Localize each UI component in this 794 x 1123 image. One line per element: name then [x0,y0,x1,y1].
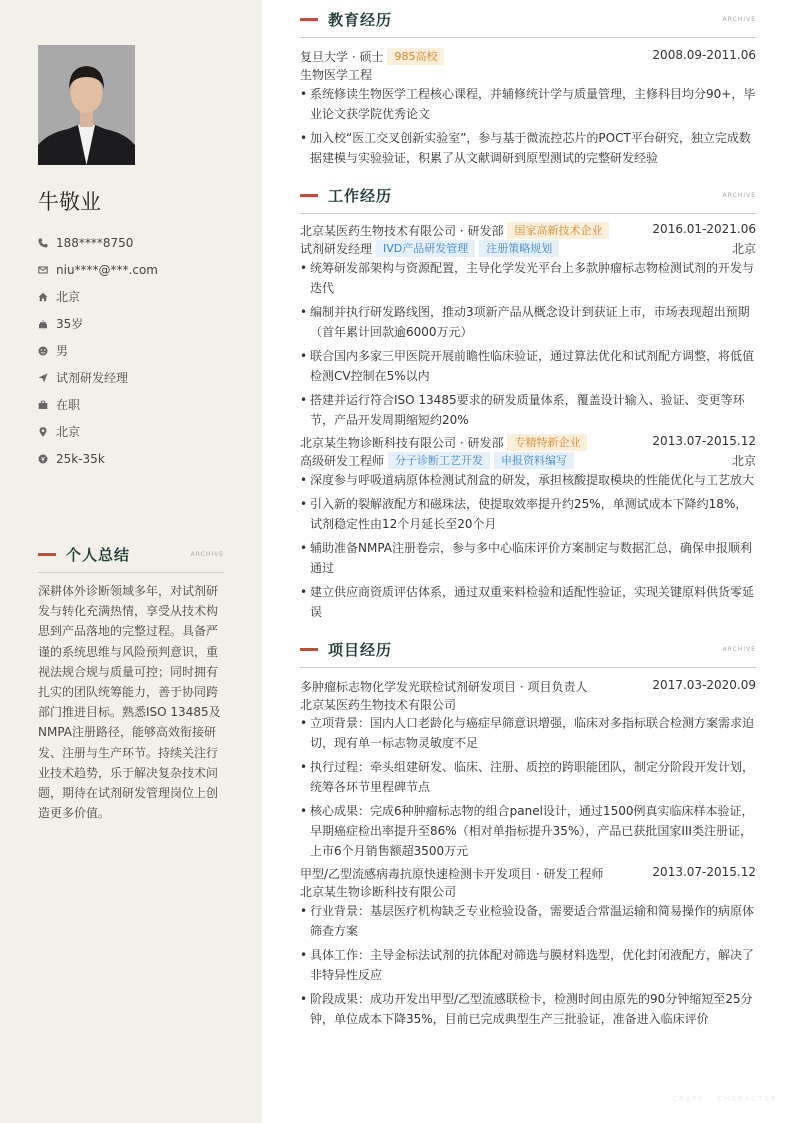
summary-text: 深耕体外诊断领域多年，对试剂研发与转化充满热情，享受从技术构思到产品落地的完整过程。具备严谨的系统思维与风险预判意识，重视法规合规与质量可控；同时拥有扎实的团队统筹能力，善于协同跨部门推进目标。熟悉ISO 13485及NMPA注册路径，能够高效衔接研发、注册与生产环节。持续关注行业技术趋势，乐于解决复杂技术问题，期待在试剂研发管理岗位上创造更多价值。 [38,584,221,821]
project-name: 甲型/乙型流感病毒抗原快速检测卡开发项目 · 研发工程师 [300,867,604,881]
summary-title: 个人总结 [66,546,131,564]
education-tag: 985高校 [387,48,444,65]
education-header-row [300,48,756,65]
job-bullet: • 统筹研发部架构与资源配置，主导化学发光平台上多款肿瘤标志物检测试剂的开发与迭代 [300,258,756,298]
job-bullet: • 编制并执行研发路线图，推动3项新产品从概念设计到获证上市，市场表现超出预期（首年累计回款逾6000万元） [300,302,756,342]
phone-icon [38,238,48,248]
contact-location [38,418,238,445]
work-title: 工作经历 [328,187,393,205]
contact-age-value: 35岁 [56,317,84,331]
project-bullet: • 执行过程：牵头组建研发、临床、注册、质控的跨职能团队，制定分阶段开发计划，统筹各环节里程碑节点 [300,757,756,797]
education-school: 复旦大学 · 硕士 [300,50,384,64]
education-bullet: • 加入校“医工交叉创新实验室”，参与基于微流控芯片的POCT平台研究，独立完成数据建模与实验验证，积累了从文献调研到原型测试的完整研发经验 [300,128,756,168]
job-role-row [300,452,756,469]
project-dates: 2017.03-2020.09 [652,678,756,692]
job-company-tag: 国家高新技术企业 [507,222,609,239]
job-bullet: • 引入新的裂解液配方和磁珠法，使提取效率提升约25%，单测试成本下降约18%，试剂稳定性由12个月延长至20个月 [300,494,756,534]
job-dates: 2013.07-2015.12 [652,434,756,448]
education-title: 教育经历 [328,11,393,29]
section-accent-bar [300,648,318,651]
project-org: 北京某生物诊断科技有限公司 [300,885,457,899]
project-header-row [300,678,756,695]
location-pin-icon [38,427,48,437]
job-location: 北京 [731,242,756,256]
job-company: 北京某医药生物技术有限公司 · 研发部 [300,224,504,238]
home-icon [38,292,48,302]
job-bullet: • 建立供应商资质评估体系，通过双重来料检验和适配性验证，实现关键原料供货零延误 [300,582,756,622]
project-bullet: • 具体工作：主导金标法试剂的抗体配对筛选与膜材料选型，优化封闭液配方，解决了非特异性反应 [300,945,756,985]
contact-home [38,283,238,310]
job-bullet: • 联合国内多家三甲医院开展前瞻性临床验证，通过算法优化和试剂配方调整，将低值检测CV控制在5%以内 [300,346,756,386]
work-section-header [300,184,756,214]
archive-label: ARCHIVE [190,551,224,558]
contact-gender-value: 男 [56,344,69,358]
education-section-header [300,8,756,38]
candidate-name: 牛敬业 [38,190,101,214]
contact-location-value: 北京 [56,425,81,439]
section-accent-bar [300,194,318,197]
watermark-text: CRAFT · CHARACTER [672,1095,778,1103]
job-skill-tag: IVD产品研发管理 [376,240,475,257]
education-bullet: • 系统修读生物医学工程核心课程，并辅修统计学与质量管理，主修科目均分90+，毕业论文获学院优秀论文 [300,84,756,124]
job-role-row [300,240,756,257]
section-accent-bar [300,18,318,21]
archive-label: ARCHIVE [722,646,756,653]
projects-title: 项目经历 [328,641,393,659]
project-dates: 2013.07-2015.12 [652,865,756,879]
job-dates: 2016.01-2021.06 [652,222,756,236]
briefcase-icon [38,400,48,410]
contact-gender [38,337,238,364]
sidebar [0,0,262,1123]
education-dates: 2008.09-2011.06 [652,48,756,62]
project-org: 北京某医药生物技术有限公司 [300,698,457,712]
face-icon [38,346,48,356]
mail-icon [38,265,48,275]
person-portrait-icon [38,45,135,165]
contact-list [38,229,238,472]
job-skill-tag: 分子诊断工艺开发 [388,452,490,469]
job-bullet: • 辅助准备NMPA注册卷宗，参与多中心临床评价方案制定与数据汇总，确保申报顺利通过 [300,538,756,578]
contact-phone [38,229,238,256]
project-bullet: • 核心成果：完成6种肿瘤标志物的组合panel设计，通过1500例真实临床样本验证，早期癌症检出率提升至86%（相对单指标提升35%），产品已获批国家III类注册证，上市6个月销售额超3500万元 [300,801,756,862]
contact-position [38,364,238,391]
salary-icon [38,454,48,464]
contact-home-value: 北京 [56,290,81,304]
project-bullet: • 阶段成果：成功开发出甲型/乙型流感联检卡，检测时间由原先的90分钟缩短至25分钟，单位成本下降35%，目前已完成典型生产三批验证，准备进入临床评价 [300,989,756,1029]
contact-salary [38,445,238,472]
job-company: 北京某生物诊断科技有限公司 · 研发部 [300,436,504,450]
archive-label: ARCHIVE [722,192,756,199]
job-company-tag: 专精特新企业 [507,434,587,451]
job-bullet: • 搭建并运行符合ISO 13485要求的研发质量体系，覆盖设计输入、验证、变更等环节，产品开发周期缩短约20% [300,390,756,430]
send-icon [38,373,48,383]
job-header-row [300,222,756,239]
contact-phone-value: 188****8750 [56,235,134,250]
archive-label: ARCHIVE [722,16,756,23]
job-role: 高级研发工程师 [300,454,385,468]
summary-section-header [38,543,224,573]
education-major: 生物医学工程 [300,68,373,82]
job-bullet: • 深度参与呼吸道病原体检测试剂盒的研发，承担核酸提取模块的性能优化与工艺放大 [300,470,756,490]
contact-age [38,310,238,337]
contact-position-value: 试剂研发经理 [56,371,129,385]
job-header-row [300,434,756,451]
job-role: 试剂研发经理 [300,242,373,256]
profile-photo [38,45,135,165]
contact-status-value: 在职 [56,398,81,412]
job-skill-tag: 申报资料编写 [494,452,574,469]
project-bullet: • 立项背景：国内人口老龄化与癌症早筛意识增强，临床对多指标联合检测方案需求迫切，现有单一标志物灵敏度不足 [300,713,756,753]
project-name: 多肿瘤标志物化学发光联检试剂研发项目 · 项目负责人 [300,680,588,694]
contact-email [38,256,238,283]
contact-email-value: niu****@***.com [56,262,158,277]
contact-salary-value: 25k-35k [56,451,105,466]
job-location: 北京 [731,454,756,468]
section-accent-bar [38,553,56,556]
contact-status [38,391,238,418]
projects-section-header [300,638,756,668]
job-skill-tag: 注册策略规划 [479,240,559,257]
project-bullet: • 行业背景：基层医疗机构缺乏专业检验设备，需要适合常温运输和简易操作的病原体筛查方案 [300,901,756,941]
cake-icon [38,319,48,329]
project-header-row [300,865,756,882]
